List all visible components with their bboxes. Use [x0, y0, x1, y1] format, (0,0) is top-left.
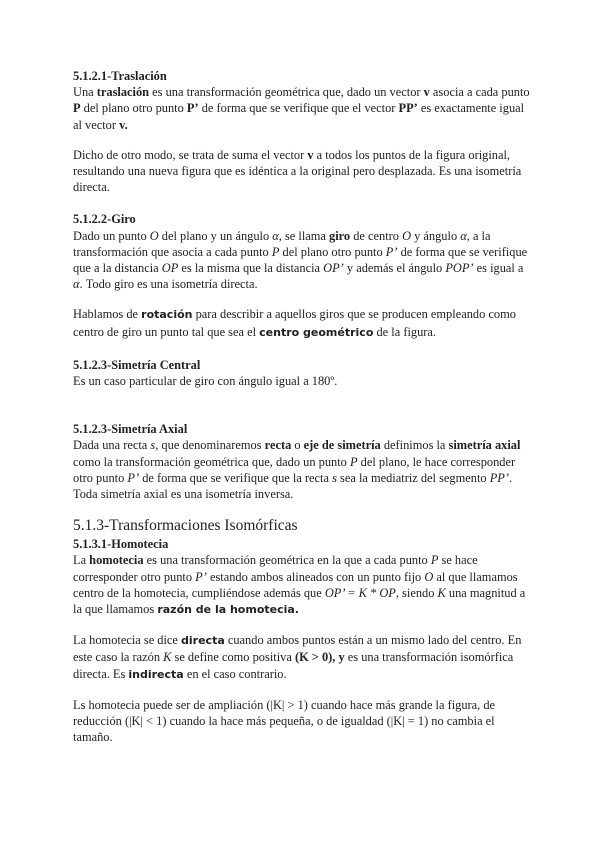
heading-simetria-axial: 5.1.2.3-Simetría Axial [73, 422, 188, 437]
paragraph-rotacion: Hablamos de rotación para describir a aquellos giros que se producen empleando como centro de giro un punto tal que sea el centro geométrico de la figura. [73, 307, 516, 339]
paragraph-traslacion-definition: Una traslación es una transformación geométrica que, dado un vector v asocia a cada punto P del plano otro punto P’ de forma que se verifique que el vector PP’ es exactamente igual al vector v. [73, 85, 530, 132]
heading-traslacion: 5.1.2.1-Traslación [73, 69, 167, 83]
paragraph-homotecia-tipos: Ls homotecia puede ser de ampliación (|K| > 1) cuando hace más grande la figura, de reducción (|K| < 1) cuando la hace más pequeña, o de igualdad (|K| = 1) no cambia el tamaño. [73, 697, 496, 745]
paragraph-traslacion-explanation: Dicho de otro modo, se trata de suma el vector v a todos los puntos de la figura original, resultando una nueva figura que es idéntica a la original pero desplazada. Es una isometría directa. [73, 147, 522, 195]
paragraph-simetria-central: Es un caso particular de giro con ángulo igual a 180º. [73, 374, 338, 389]
paragraph-giro-definition: Dado un punto O del plano y un ángulo α, se llama giro de centro O y ángulo α, a la transformación que asocia a cada punto P del plano otro punto P’ de forma que se verifique que a la distancia OP es la misma que la distancia OP’ y además el ángulo POP’ es igual a α. Todo giro es una isometría directa. [73, 228, 528, 292]
paragraph-homotecia-definition: La homotecia es una transformación geométrica en la que a cada punto P se hace corresponder otro punto P’ estando ambos alineados con un punto fijo O al que llamamos centro de la homotecia, cumpliéndose además que OP’ = K * OP, siendo K una magnitud a la que llamamos razón de la homotecia. [73, 553, 526, 617]
paragraph-simetria-axial: Dada una recta s, que denominaremos recta o eje de simetría definimos la simetría axial como la transformación geométrica que, dado un punto P del plano, le hace corresponder otro punto P’ de forma que se verifique que la recta s sea la mediatriz del segmento PP’. Toda simetría axial es una isometría inversa. [73, 438, 521, 502]
heading-homotecia: 5.1.3.1-Homotecia [73, 537, 169, 552]
heading-simetria-central: 5.1.2.3-Simetría Central [73, 357, 201, 372]
document-page [73, 68, 533, 746]
heading-giro: 5.1.2.2-Giro [73, 212, 136, 227]
paragraph-homotecia-directa: La homotecia se dice directa cuando ambos puntos están a un mismo lado del centro. En este caso la razón K se define como positiva (K > 0), y es una transformación isomórfica directa. Es indirecta en el caso contrario. [73, 633, 522, 681]
heading-transformaciones-isomorficas: 5.1.3-Transformaciones Isomórficas [73, 517, 298, 535]
